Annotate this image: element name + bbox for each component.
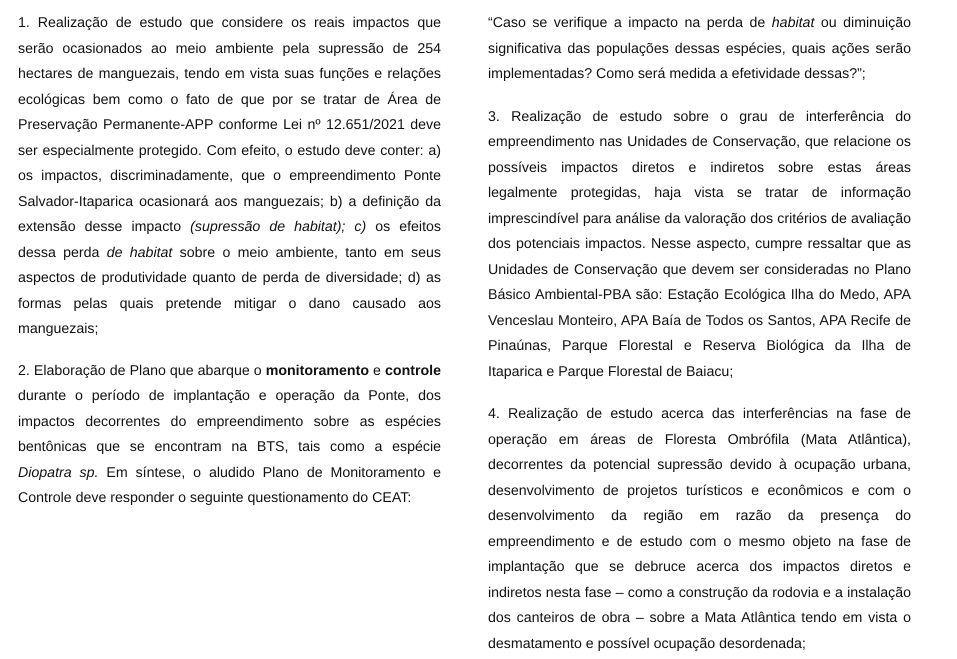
- paragraph-item-4: 4. Realização de estudo acerca das interferências na fase de operação em áreas de Floresta Ombrófila (Mata Atlântica), decorrentes da potencial supressão devido à ocupação urbana, desenvolvimento de projetos turísticos e econômicos e com o desenvolvimento da região em razão da presença do empreendimento e de estudo com o mesmo objeto na fase de implantação que se debruce acerca dos impactos diretos e indiretos nesta fase – como a construção da rodovia e a instalação dos canteiros de obra – sobre a Mata Atlântica tendo em vista o desmatamento e possível ocupação desordenada;: [488, 406, 911, 652]
- item2-text-d: Em síntese, o aludido Plano de Monitoramento e Controle deve responder o seguinte questionamento do CEAT:: [18, 464, 441, 506]
- item1-text-a: 1. Realização de estudo que considere os reais impactos que serão ocasionados ao meio ambiente pela supressão de 254 hectares de manguezais, tendo em vista suas funções e relações ecológicas bem como o fato de que por se tratar de Área de Preservação Permanente-APP conforme Lei nº 12.651/2021 deve ser especialmente protegido. Com efeito, o estudo deve conter: a) os impactos, discriminadamente, que o empreendimento Ponte Salvador-Itaparica ocasionará aos manguezais; b) a definição da extensão desse impacto: [18, 15, 441, 235]
- quote-text-b: ou diminuição significativa das populações dessas espécies, quais ações serão implementadas? Como será medida a efetividade dessas?”;: [488, 15, 911, 82]
- paragraph-quote: [488, 11, 911, 88]
- item2-italic-species: Diopatra sp.: [18, 464, 99, 481]
- paragraph-item-2: [18, 359, 441, 512]
- item1-text-c: sobre o meio ambiente, tanto em seus aspectos de produtividade quanto de perda de diversidade; d) as formas pelas quais pretende mitigar o dano causado aos manguezais;: [18, 244, 442, 337]
- paragraph-item-1: [18, 11, 441, 343]
- paragraph-item-3: 3. Realização de estudo sobre o grau de interferência do empreendimento nas Unidades de Conservação, que relacione os possíveis impactos diretos e indiretos sobre estas áreas legalmente protegidas, haja vista se tratar de informação imprescindível para análise da valoração dos critérios de avaliação dos potenciais impactos. Nesse aspecto, cumpre ressaltar que as Unidades de Conservação que devem ser consideradas no Plano Básico Ambiental-PBA são: Estação Ecológica Ilha do Medo, APA Venceslau Monteiro, APA Baía de Todos os Santos, APA Recife de Pinaúnas, Parque Florestal e Reserva Biológica da Ilha de Itaparica e Parque Florestal de Baiacu;: [488, 108, 911, 380]
- item1-italic-a: (supressão de habitat); c): [190, 219, 367, 235]
- item1-text-b: os efeitos dessa perda: [18, 219, 441, 261]
- quote-text-a: “Caso se verifique a impacto na perda de: [488, 15, 772, 31]
- item2-text-b: e: [369, 362, 386, 379]
- quote-italic-habitat: habitat: [771, 15, 815, 31]
- item1-italic-b: de habitat: [106, 244, 173, 261]
- right-column: [488, 11, 911, 657]
- left-column: [18, 11, 441, 512]
- item2-text-a: 2. Elaboração de Plano que abarque o: [18, 362, 266, 379]
- item2-text-c: durante o período de implantação e operação da Ponte, dos impactos decorrentes do empreendimento sobre as espécies bentônicas que se encontram na BTS, tais como a espécie: [18, 388, 441, 455]
- item2-bold-monitoramento: monitoramento: [265, 362, 369, 379]
- item2-bold-controle: controle: [385, 362, 441, 379]
